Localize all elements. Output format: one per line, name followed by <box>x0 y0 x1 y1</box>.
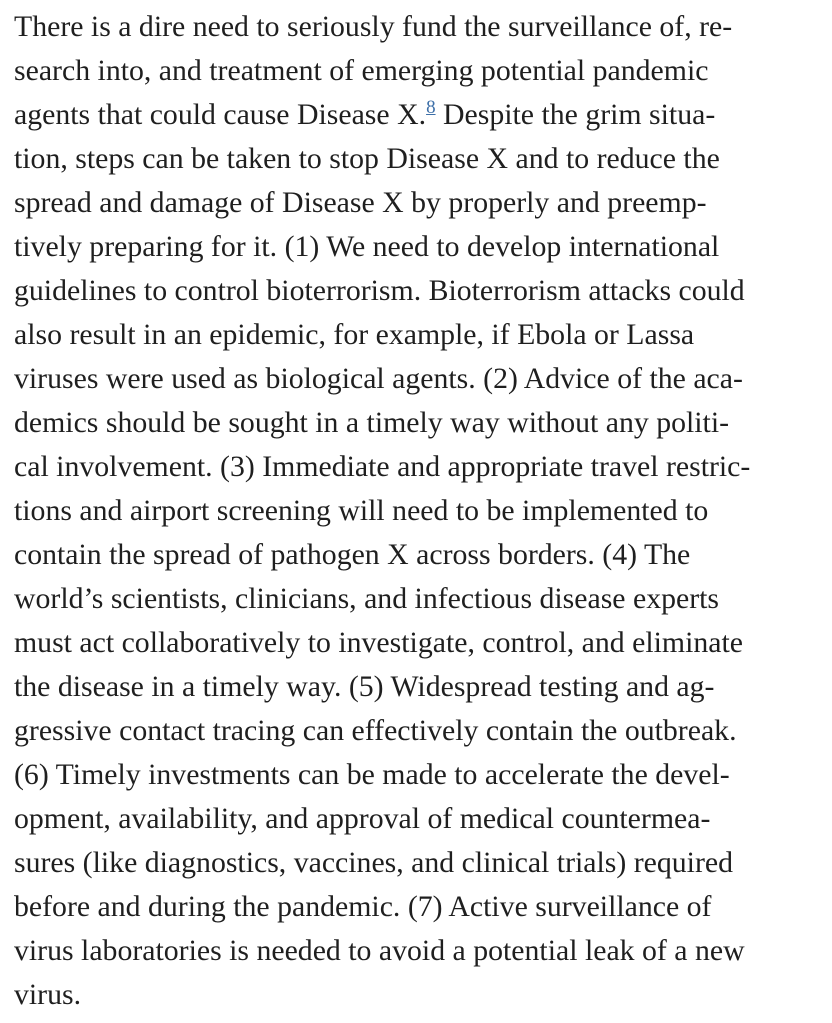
text-line: sures (like diagnostics, vaccines, and clinical trials) required <box>14 846 734 879</box>
text-line: the disease in a timely way. (5) Widespread testing and ag- <box>14 670 715 703</box>
text-line: cal involvement. (3) Immediate and appropriate travel restric- <box>14 450 751 483</box>
text-line: viruses were used as biological agents. (2) Advice of the aca- <box>14 362 743 395</box>
text-line: tions and airport screening will need to be implemented to <box>14 494 709 527</box>
text-line: also result in an epidemic, for example, if Ebola or Lassa <box>14 318 695 351</box>
text-line: opment, availability, and approval of medical countermea- <box>14 802 711 835</box>
text-line: must act collaboratively to investigate, control, and eliminate <box>14 626 743 659</box>
text-line: world’s scientists, clinicians, and infectious disease experts <box>14 582 720 615</box>
text-line: contain the spread of pathogen X across borders. (4) The <box>14 538 691 571</box>
text-line: guidelines to control bioterrorism. Bioterrorism attacks could <box>14 274 745 307</box>
text-line: gressive contact tracing can effectively contain the outbreak. <box>14 714 737 747</box>
text-line: before and during the pandemic. (7) Active surveillance of <box>14 890 712 923</box>
text-line: tion, steps can be taken to stop Disease X and to reduce the <box>14 142 720 175</box>
text-line: tively preparing for it. (1) We need to develop international <box>14 230 720 263</box>
text-line: virus. <box>14 978 82 1011</box>
text-line: There is a dire need to seriously fund the surveillance of, re- <box>14 10 733 43</box>
text-line: spread and damage of Disease X by properly and preemp- <box>14 186 707 219</box>
text-line: demics should be sought in a timely way without any politi- <box>14 406 730 439</box>
text-line: search into, and treatment of emerging potential pandemic <box>14 54 709 87</box>
text-line: (6) Timely investments can be made to accelerate the devel- <box>14 758 730 791</box>
text-line: agents that could cause Disease X.$^8$ Despite the grim situa- <box>14 97 716 131</box>
reference-link-8[interactable]: 8 <box>426 97 436 118</box>
text-line: virus laboratories is needed to avoid a potential leak of a new <box>14 934 745 967</box>
